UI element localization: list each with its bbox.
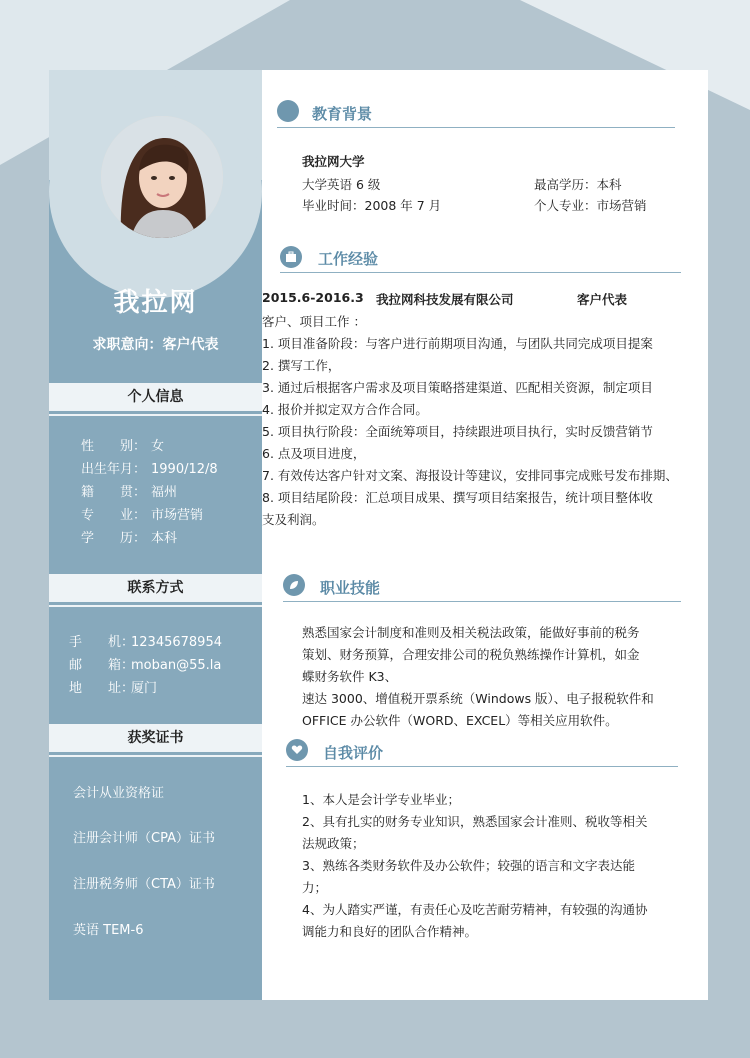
candidate-name: 我拉网 bbox=[113, 288, 198, 318]
job-intent: 求职意向：客户代表 bbox=[92, 337, 219, 353]
info-row-gender: 性 别： 女 bbox=[81, 439, 165, 454]
self-eval-line: 调能力和良好的团队合作精神。 bbox=[302, 924, 478, 939]
self-eval-line: 1、本人是会计学专业毕业； bbox=[302, 792, 460, 807]
skills-line: 速达 3000、增值税开票系统（Windows 版）、电子报税软件和 bbox=[302, 691, 654, 706]
self-eval-line: 2、具有扎实的财务专业知识，熟悉国家会计准则、税收等相关 bbox=[302, 814, 648, 829]
work-line: 6. 点及项目进度， bbox=[262, 446, 366, 461]
work-title: 工作经验 bbox=[318, 250, 379, 268]
info-row-major: 专 业： 市场营销 bbox=[81, 508, 204, 523]
work-role: 客户代表 bbox=[577, 292, 628, 307]
divider bbox=[280, 272, 681, 273]
divider bbox=[49, 755, 262, 757]
personal-info-header: 个人信息 bbox=[49, 383, 262, 411]
award-item: 英语 TEM-6 bbox=[73, 923, 144, 938]
work-line: 客户、项目工作 ： bbox=[262, 314, 366, 329]
award-item: 注册会计师（CPA）证书 bbox=[73, 831, 215, 846]
work-line: 7. 有效传达客户针对文案、海报设计等建议，安排同事完成账号发布排期、 bbox=[262, 468, 678, 483]
skills-title: 职业技能 bbox=[320, 579, 381, 597]
highest-degree: 最高学历：本科 bbox=[534, 177, 622, 192]
contact-address: 地 址：厦门 bbox=[69, 681, 158, 696]
divider bbox=[49, 414, 262, 416]
contact-phone: 手 机：12345678954 bbox=[69, 635, 222, 650]
education-title: 教育背景 bbox=[312, 105, 373, 123]
self-eval-line: 力； bbox=[302, 880, 328, 895]
work-line: 2. 撰写工作， bbox=[262, 358, 341, 373]
info-row-birth: 出生年月： 1990/12/8 bbox=[81, 462, 218, 477]
work-line: 支及利润。 bbox=[262, 512, 325, 527]
work-company: 我拉网科技发展有限公司 bbox=[376, 292, 514, 307]
circle-icon bbox=[277, 100, 299, 122]
major: 个人专业：市场营销 bbox=[534, 198, 647, 213]
self-eval-line: 4、为人踏实严谨，有责任心及吃苦耐劳精神，有较强的沟通协 bbox=[302, 902, 648, 917]
work-line: 1. 项目准备阶段：与客户进行前期项目沟通，与团队共同完成项目提案 bbox=[262, 336, 653, 351]
contact-email: 邮 箱：moban@55.la bbox=[69, 658, 222, 673]
skills-line: OFFICE 办公软件（WORD、EXCEL）等相关应用软件。 bbox=[302, 713, 618, 728]
contact-header: 联系方式 bbox=[49, 574, 262, 602]
self-eval-line: 法规政策； bbox=[302, 836, 365, 851]
divider bbox=[277, 127, 675, 128]
skills-line: 蝶财务软件 K3、 bbox=[302, 669, 398, 684]
sidebar bbox=[49, 70, 262, 1000]
self-eval-title: 自我评价 bbox=[323, 744, 384, 762]
cet-level: 大学英语 6 级 bbox=[302, 177, 381, 192]
work-line: 5. 项目执行阶段：全面统筹项目，持续跟进项目执行，实时反馈营销节 bbox=[262, 424, 653, 439]
work-line: 4. 报价并拟定双方合作合同。 bbox=[262, 402, 428, 417]
briefcase-icon bbox=[280, 246, 302, 268]
divider bbox=[286, 766, 678, 767]
skills-line: 熟悉国家会计制度和准则及相关税法政策，能做好事前的税务 bbox=[302, 625, 640, 640]
awards-header: 获奖证书 bbox=[49, 724, 262, 752]
main-content bbox=[262, 70, 708, 1000]
graduation-date: 毕业时间：2008 年 7 月 bbox=[302, 198, 442, 213]
divider bbox=[283, 601, 681, 602]
divider bbox=[49, 605, 262, 607]
work-line: 3. 通过后根据客户需求及项目策略搭建渠道、匹配相关资源，制定项目 bbox=[262, 380, 653, 395]
school-name: 我拉网大学 bbox=[302, 154, 365, 169]
work-line: 8. 项目结尾阶段：汇总项目成果、撰写项目结案报告，统计项目整体收 bbox=[262, 490, 653, 505]
award-item: 会计从业资格证 bbox=[73, 786, 165, 801]
leaf-icon bbox=[283, 574, 305, 596]
info-row-hometown: 籍 贯： 福州 bbox=[81, 485, 178, 500]
self-eval-line: 3、熟练各类财务软件及办公软件；较强的语言和文字表达能 bbox=[302, 858, 635, 873]
info-row-education: 学 历： 本科 bbox=[81, 531, 178, 546]
heart-icon bbox=[286, 739, 308, 761]
award-item: 注册税务师（CTA）证书 bbox=[73, 877, 215, 892]
avatar bbox=[101, 116, 223, 238]
work-period: 2015.6-2016.3 bbox=[262, 290, 364, 305]
skills-line: 策划、财务预算，合理安排公司的税负熟练操作计算机，如金 bbox=[302, 647, 640, 662]
